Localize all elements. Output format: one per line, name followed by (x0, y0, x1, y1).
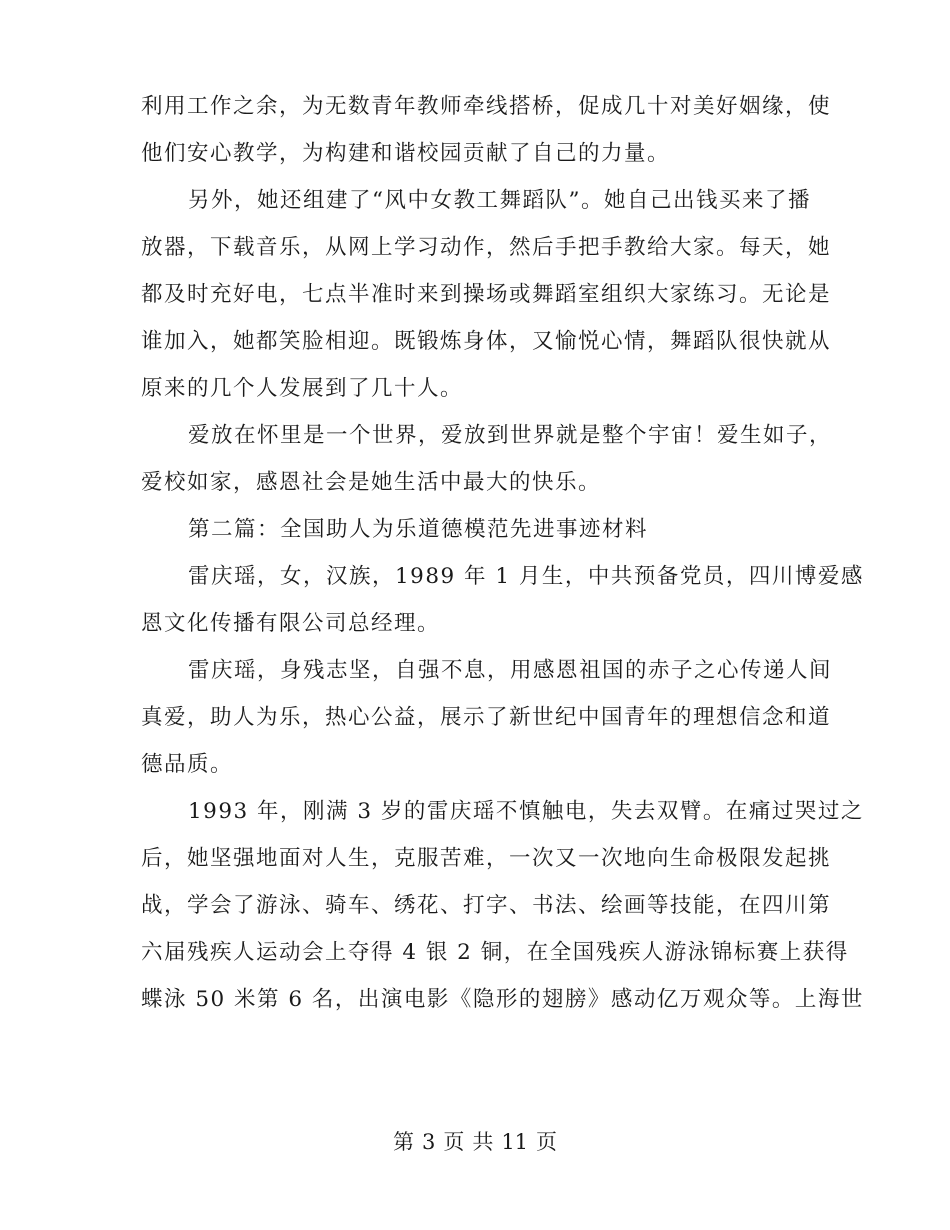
text-line: 雷庆瑶，身残志坚，自强不息，用感恩祖国的赤子之心传递人间 (188, 658, 833, 683)
footer-label-page: 第 (392, 1130, 414, 1154)
text-line: 第二篇：全国助人为乐道德模范先进事迹材料 (188, 517, 649, 542)
footer-label-page-unit: 页 (443, 1130, 465, 1154)
text-line: 德品质。 (141, 752, 234, 777)
text-line: 爱校如家，感恩社会是她生活中最大的快乐。 (141, 470, 602, 495)
footer-label-total: 共 (472, 1130, 494, 1154)
text-line: 放器，下载音乐，从网上学习动作，然后手把手教给大家。每天，她 (141, 235, 832, 260)
text-line: 他们安心教学，为构建和谐校园贡献了自己的力量。 (141, 141, 671, 166)
text-line: 雷庆瑶，女，汉族，1989 年 1 月生，中共预备党员，四川博爱感 (188, 564, 864, 589)
footer-label-total-unit: 页 (536, 1130, 558, 1154)
text-line: 蝶泳 50 米第 6 名，出演电影《隐形的翅膀》感动亿万观众等。上海世 (141, 987, 864, 1012)
text-line: 都及时充好电，七点半准时来到操场或舞蹈室组织大家练习。无论是 (141, 282, 832, 307)
text-line: 战，学会了游泳、骑车、绣花、打字、书法、绘画等技能，在四川第 (141, 893, 832, 918)
text-line: 1993 年，刚满 3 岁的雷庆瑶不慎触电，失去双臂。在痛过哭过之 (188, 799, 864, 824)
page-footer (0, 1128, 950, 1156)
text-line: 原来的几个人发展到了几十人。 (141, 376, 464, 401)
text-line: 另外，她还组建了“风中女教工舞蹈队”。她自己出钱买来了播 (188, 188, 811, 213)
text-line: 后，她坚强地面对人生，克服苦难，一次又一次地向生命极限发起挑 (141, 846, 832, 871)
text-line: 爱放在怀里是一个世界，爱放到世界就是整个宇宙！爱生如子， (188, 423, 833, 448)
text-line: 恩文化传播有限公司总经理。 (141, 611, 441, 636)
total-pages-number: 11 (501, 1130, 529, 1154)
text-line: 六届残疾人运动会上夺得 4 银 2 铜，在全国残疾人游泳锦标赛上获得 (141, 940, 849, 965)
document-body (141, 86, 864, 1026)
text-line: 真爱，助人为乐，热心公益，展示了新世纪中国青年的理想信念和道 (141, 705, 832, 730)
text-line: 利用工作之余，为无数青年教师牵线搭桥，促成几十对美好姻缘，使 (141, 94, 832, 119)
text-line: 谁加入，她都笑脸相迎。既锻炼身体，又愉悦心情，舞蹈队很快就从 (141, 329, 832, 354)
current-page-number: 3 (421, 1130, 436, 1154)
